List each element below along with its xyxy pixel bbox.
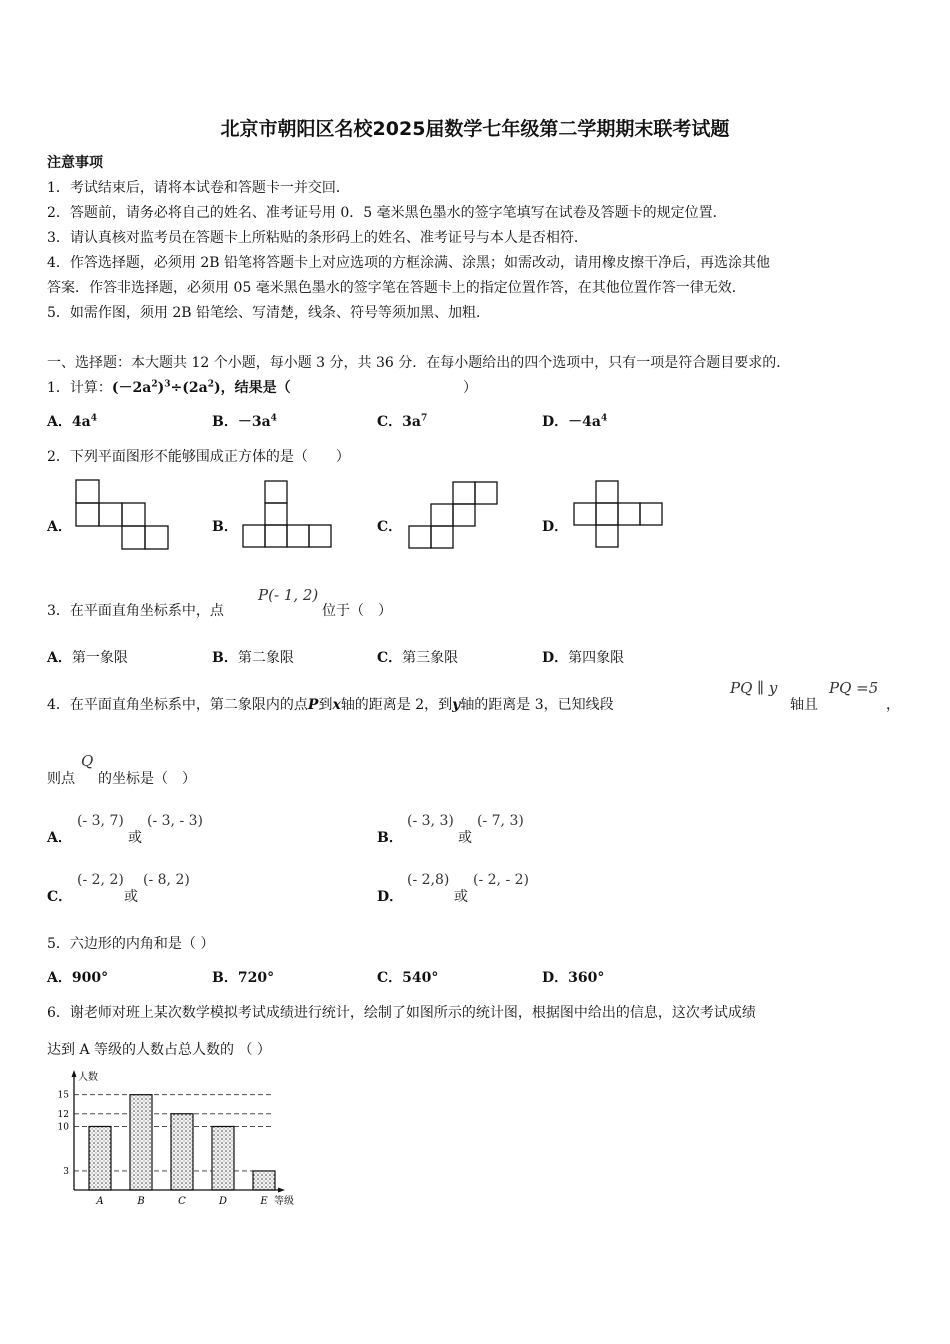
q4-text-axis: 轴且 [790, 697, 818, 713]
q1-exp-b: 3 [164, 379, 171, 390]
q2-option-a-label: A． [47, 519, 72, 535]
q5-option-d: D．360° [542, 970, 605, 986]
net-figure-b [241, 478, 335, 552]
q4-option-d-p1: (- 2,8) [407, 872, 450, 888]
q4-option-a-p1: (- 3, 7) [77, 813, 124, 829]
q4-option-a-label: A． [47, 830, 72, 846]
net-figure-c [406, 480, 502, 550]
q5-option-b: B．720° [212, 970, 275, 986]
q2-option-c-label: C． [377, 519, 403, 535]
q1-number: 1． [47, 380, 70, 396]
q4-option-a-p2: (- 3, - 3) [147, 813, 203, 829]
q3-option-d: D．第四象限 [542, 650, 625, 666]
y-axis-arrow [72, 1070, 77, 1077]
q4-option-b-p1: (- 3, 3) [407, 813, 454, 829]
x-tick-label-C: C [178, 1196, 186, 1207]
q4-math-parallel: PQ ∥ y [730, 679, 778, 697]
q4-math-length: PQ =5 [829, 679, 879, 697]
q1-option-c: C．$3a^7$ [377, 413, 428, 430]
q4-option-c-p2: (- 8, 2) [143, 872, 190, 888]
question-1 [47, 377, 291, 397]
bar-E [253, 1171, 275, 1190]
notice-item: 答案．作答非选择题，必须用 05 毫米黑色墨水的签字笔在答题卡上的指定位置作答，在其他位置作答一律无效． [47, 280, 746, 296]
question-2: 2．下列平面图形不能够围成正方体的是（ ） [47, 449, 350, 465]
question-5: 5．六边形的内角和是（ ） [47, 936, 215, 952]
q3-after: 位于（ ） [322, 603, 392, 619]
y-tick-label: 12 [57, 1109, 69, 1120]
bar-C [171, 1114, 193, 1190]
net-figure-a [74, 478, 172, 552]
q4-option-b-p2: (- 7, 3) [477, 813, 524, 829]
q3-option-c: C．第三象限 [377, 650, 459, 666]
y-axis-label: 人数 [78, 1072, 98, 1083]
q4-option-c-or: 或 [124, 889, 138, 905]
x-tick-label-D: D [218, 1196, 228, 1207]
q4-line2-b: 的坐标是（ ） [98, 771, 196, 787]
q4-line2-a: 则点 [47, 771, 75, 787]
question-6-line1: 6．谢老师对班上某次数学模拟考试成绩进行统计，绘制了如图所示的统计图，根据图中给出的信息，这次考试成绩 [47, 1005, 756, 1021]
bar-B [130, 1095, 152, 1190]
q1-option-a: A．$4a^4$ [47, 413, 97, 430]
q4-option-d-label: D． [377, 889, 404, 905]
y-tick-label: 10 [57, 1122, 69, 1133]
section-heading: 一、选择题：本大题共 12 个小题，每小题 3 分，共 36 分．在每小题给出的四个选项中，只有一项是符合题目要求的． [47, 355, 791, 371]
notice-item: 5．如需作图，须用 2B 铅笔绘、写清楚，线条、符号等须加黑、加粗． [47, 305, 491, 321]
q3-option-a: A．第一象限 [47, 650, 128, 666]
q1-exp-a: 2 [151, 379, 158, 390]
page-title: 北京市朝阳区名校2025届数学七年级第二学期期末联考试题 [220, 118, 730, 140]
q4-comma: ， [886, 697, 900, 713]
y-tick-label: 3 [63, 1166, 69, 1177]
x-tick-label-B: B [137, 1196, 145, 1207]
grade-bar-chart [45, 1066, 310, 1211]
q3-point: P(- 1, 2) [258, 586, 319, 604]
x-axis-arrow [278, 1188, 285, 1193]
q1-expr-c: ÷(2a [170, 380, 208, 396]
notice-item: 3．请认真核对监考员在答题卡上所粘贴的条形码上的姓名、准考证号与本人是否相符． [47, 230, 588, 246]
bar-A [89, 1126, 111, 1190]
x-tick-label-E: E [260, 1196, 268, 1207]
q1-option-d: D．$-4a^4$ [542, 413, 608, 430]
q1-exp-c: 2 [207, 379, 214, 390]
notice-item: 1．考试结束后，请将本试卷和答题卡一并交回． [47, 180, 350, 196]
q4-option-d-or: 或 [454, 889, 468, 905]
notice-item: 2．答题前，请务必将自己的姓名、准考证号用 0．5 毫米黑色墨水的签字笔填写在试卷及答题卡的规定位置． [47, 205, 727, 221]
q4-option-c-label: C． [47, 889, 73, 905]
q3-option-b: B．第二象限 [212, 650, 294, 666]
net-figure-d [573, 479, 667, 551]
q1-expr-b: ) [157, 380, 165, 396]
q1-close-paren: ） [463, 380, 477, 396]
question-3-text: 3．在平面直角坐标系中，点 [47, 603, 224, 619]
x-tick-label-A: A [96, 1196, 104, 1207]
q4-option-b-label: B． [377, 830, 403, 846]
q5-option-a: A．900° [47, 970, 109, 986]
q4-option-c-p1: (- 2, 2) [77, 872, 124, 888]
bar-D [212, 1126, 234, 1190]
q1-option-b: B．$-3a^4$ [212, 413, 277, 430]
x-axis-label: 等级 [274, 1196, 294, 1207]
q2-option-b-label: B． [212, 519, 238, 535]
q1-expr-d: )，结果是（ [213, 380, 291, 396]
q4-option-a-or: 或 [128, 830, 142, 846]
y-tick-label: 15 [57, 1090, 69, 1101]
q1-expr-a: (－2a [111, 380, 152, 396]
q4-option-d-p2: (- 2, - 2) [473, 872, 529, 888]
notice-item: 4．作答选择题，必须用 2B 铅笔将答题卡上对应选项的方框涂满、涂黑；如需改动，请用橡皮擦干净后，再选涂其他 [47, 255, 770, 271]
q5-option-c: C．540° [377, 970, 439, 986]
q2-option-d-label: D． [542, 519, 569, 535]
notice-heading: 注意事项 [47, 155, 103, 171]
q4-option-b-or: 或 [458, 830, 472, 846]
q1-prefix: 计算： [69, 380, 112, 396]
q4-point-q: Q [81, 752, 94, 770]
question-6-line2: 达到 A 等级的人数占总人数的 （ ） [47, 1042, 271, 1058]
question-4-line1: 4．在平面直角坐标系中，第二象限内的点P到x轴的距离是 2，到y轴的距离是 3，已知线段 [47, 697, 614, 713]
